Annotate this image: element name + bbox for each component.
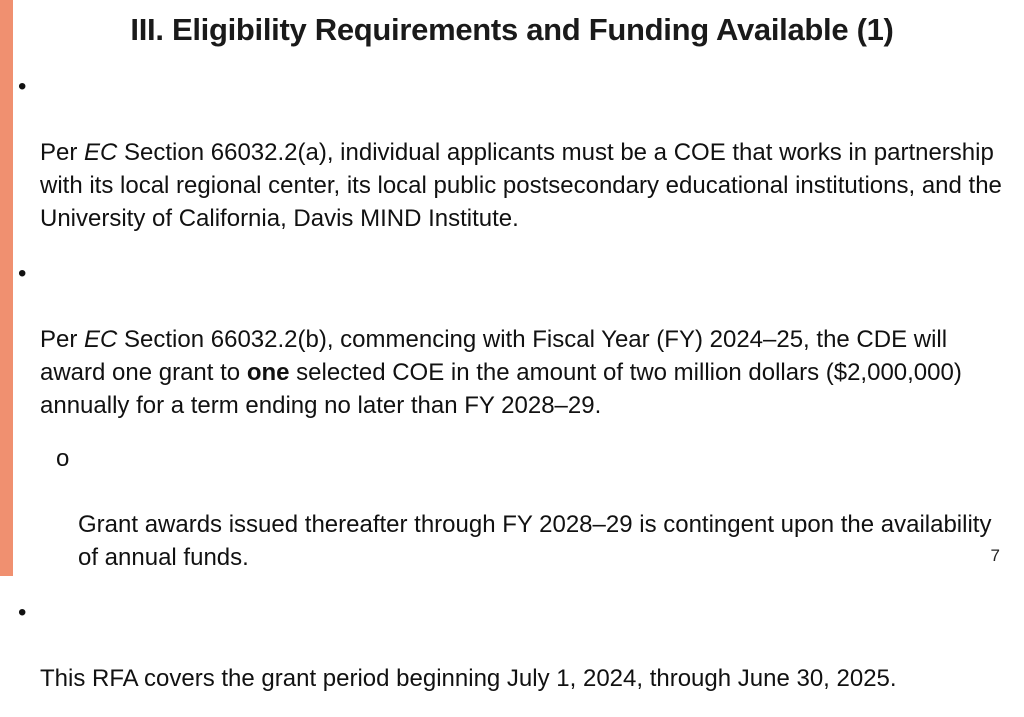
page-number: 7 <box>990 546 1000 565</box>
bullet-marker: • <box>18 73 27 100</box>
bullet-item-eligibility <box>18 70 1018 235</box>
bold-one: one <box>246 359 290 386</box>
italic-ec: EC <box>84 326 118 353</box>
sub-bullet-marker: o <box>56 445 70 472</box>
bullet-text: Per EC Section 66032.2(a), individual applicants must be a COE that works in partnership with its local regional center, its local public postsecondary educational institutions, and the University of California, Davis MIND Institute. <box>40 139 1002 232</box>
bullet-list <box>18 70 1018 717</box>
bullet-text: This RFA covers the grant period beginning July 1, 2024, through June 30, 2025. <box>40 665 897 692</box>
bullet-marker: • <box>18 260 27 287</box>
bullet-item-grant-period <box>18 596 1018 695</box>
italic-ec: EC <box>84 139 118 166</box>
bullet-marker: • <box>18 599 27 626</box>
bullet-text: Per EC Section 66032.2(b), commencing with Fiscal Year (FY) 2024–25, the CDE will award one grant to one selected COE in the amount of two million dollars ($2,000,000) annually for a term ending no later than FY 2028–29. <box>40 326 962 419</box>
bullet-text: Grant awards issued thereafter through FY 2028–29 is contingent upon the availability of annual funds. <box>78 511 992 571</box>
bullet-item-funding <box>18 257 1018 422</box>
sub-bullet-item-contingent <box>18 442 1018 574</box>
slide-title: III. Eligibility Requirements and Funding Available (1) <box>130 12 894 47</box>
accent-side-bar <box>0 0 13 576</box>
